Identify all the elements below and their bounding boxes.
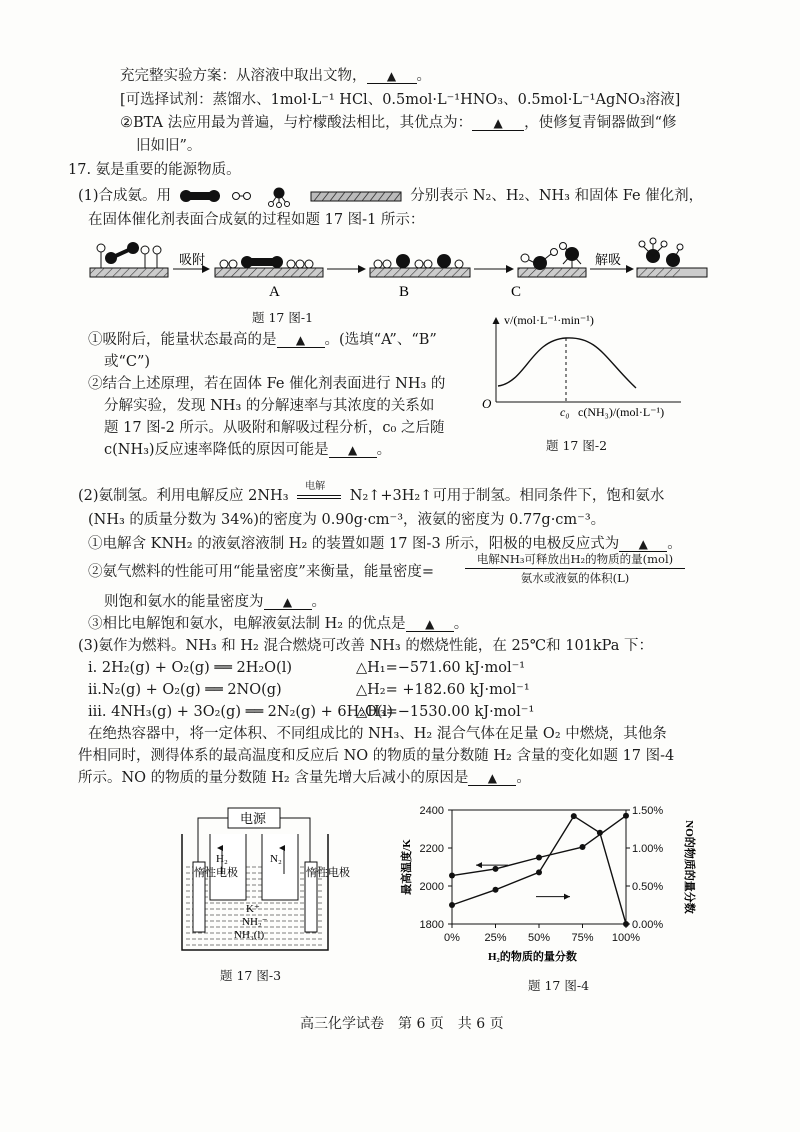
catalyst-surface-c: [518, 243, 586, 278]
data-point: [493, 887, 499, 893]
fig2-c0: c₀: [560, 405, 570, 419]
q17-part3-l2: 在绝热容器中，将一定体积、不同组成比的 NH₃、H₂ 混合气体在足量 O₂ 中燃烧，其他条: [88, 726, 667, 742]
right-tick-label: 0.50%: [632, 881, 664, 893]
ion-nh2: NH₂⁻: [242, 916, 268, 928]
data-point: [623, 813, 629, 819]
power-label: 电源: [240, 811, 267, 826]
q17-1-sub2-l2: 分解实验，发现 NH₃ 的分解速率与其浓度的关系如: [104, 398, 435, 414]
h2-molecule-icon: [232, 193, 250, 200]
svg-text:惰性电极: 惰性电极: [306, 867, 350, 879]
q17-part3-l3: 件相同时，测得体系的最高温度和反应后 NO 的物质的量分数随 H₂ 含量的变化如题 17 图-4: [78, 748, 675, 764]
prev-q2-cont: 旧如旧”。: [136, 138, 202, 154]
left-axis-label: 最高温度/K: [401, 839, 413, 895]
x-tick-label: 0%: [444, 932, 460, 944]
data-point: [580, 844, 586, 850]
question-17-title: 17. 氨是重要的能源物质。: [68, 162, 241, 178]
right-tick-label: 1.00%: [632, 843, 664, 855]
catalyst-surface-a: [215, 256, 323, 277]
enthalpy-1: △H₁=−571.60 kJ·mol⁻¹: [356, 660, 526, 676]
legend-molecule-icons: [176, 185, 406, 207]
x-tick-label: 100%: [611, 932, 641, 944]
figure-17-2: [476, 312, 706, 424]
figure-17-3-caption: 题 17 图-3: [220, 968, 282, 983]
stage-label-a: A: [269, 284, 280, 300]
answer-blank[interactable]: ▲: [367, 69, 417, 84]
enthalpy-2: △H₂= +182.60 kJ·mol⁻¹: [356, 682, 530, 698]
q17-1-sub1-cont: 或“C”): [104, 354, 151, 370]
adsorb-label: 吸附: [179, 252, 206, 267]
page-footer: 高三化学试卷 第 6 页 共 6 页: [300, 1016, 504, 1032]
left-tick-label: 2200: [419, 843, 444, 855]
data-point: [571, 813, 577, 819]
fe-catalyst-icon: [311, 192, 401, 201]
plot-frame: [452, 810, 626, 924]
q17-2-sub3: ③相比电解饱和氨水，电解液氨法制 H₂ 的优点是 ▲ 。: [88, 616, 469, 632]
q17-part3-l4: 所示。NO 的物质的量分数随 H₂ 含量先增大后减小的原因是 ▲ 。: [78, 770, 531, 786]
right-tick-label: 1.50%: [632, 805, 664, 817]
energy-density-formula: 电解NH₃可释放出H₂的物质的量(mol) 氨水或液氨的体积(L): [465, 551, 685, 586]
electrolysis-condition: 电解: [293, 486, 345, 506]
equation-1: i. 2H₂(g) + O₂(g) ══ 2H₂O(l): [88, 660, 292, 676]
prev-q2: ②BTA 法应用最为普遍，与柠檬酸法相比，其优点为： ▲ ，使修复青铜器做到“修: [120, 115, 677, 131]
n2-molecule-icon: [180, 190, 220, 202]
reagent-list: [可选择试剂：蒸馏水、1mol·L⁻¹ HCl、0.5mol·L⁻¹HNO₃、0.5mol·L⁻¹AgNO₃溶液]: [120, 92, 681, 108]
q17-part3-l1: (3)氨作为燃料。NH₃ 和 H₂ 混合燃烧可改善 NH₃ 的燃烧性能，在 25℃和 101kPa 下：: [78, 638, 654, 654]
desorb-label: 解吸: [595, 252, 622, 267]
enthalpy-3: △H₃=−1530.00 kJ·mol⁻¹: [356, 704, 535, 720]
prev-line1: 充完整实验方案：从溶液中取出文物， ▲ 。: [120, 68, 431, 84]
q17-1-sub2-l4: c(NH₃)反应速率降低的原因可能是 ▲ 。: [104, 442, 392, 458]
q17-1-sub1: ①吸附后，能量状态最高的是 ▲ 。(选填“A”、“B”: [88, 332, 437, 348]
answer-blank[interactable]: ▲: [406, 617, 454, 632]
q17-2-sub2: ②氨气燃料的性能可用“能量密度”来衡量，能量密度=: [88, 564, 434, 580]
catalyst-surface-final: [637, 238, 707, 277]
nh3-molecule-icon: [268, 188, 289, 208]
equation-3: iii. 4NH₃(g) + 3O₂(g) ══ 2N₂(g) + 6H₂O(l): [88, 704, 393, 720]
equation-2: ii.N₂(g) + O₂(g) ══ 2NO(g): [88, 682, 282, 698]
left-tick-label: 1800: [419, 919, 444, 931]
catalyst-surface-initial: [90, 242, 168, 277]
q17-part2-l2: (NH₃ 的质量分数为 34%)的密度为 0.90g·cm⁻³，液氨的密度为 0.77g·cm⁻³。: [88, 512, 606, 528]
n2-gas-label: N₂: [270, 853, 282, 865]
q17-part1-intro: (1)合成氨。用 分别表示 N₂、H₂、NH₃ 和固体 Fe 催化剂，: [78, 185, 703, 207]
answer-blank[interactable]: ▲: [264, 595, 312, 610]
figure-17-4-chart: [386, 798, 696, 974]
fig2-origin: O: [482, 396, 492, 411]
data-point: [449, 902, 455, 908]
liquid-nh3: NH₃(l): [234, 929, 265, 941]
x-tick-label: 75%: [571, 932, 594, 944]
figure-17-4-caption: 题 17 图-4: [528, 978, 590, 993]
data-point: [623, 921, 629, 927]
data-point: [597, 830, 603, 836]
answer-blank[interactable]: ▲: [329, 443, 377, 458]
x-tick-label: 50%: [527, 932, 551, 944]
catalyst-surface-b: [370, 254, 470, 277]
q17-1-sub2-l1: ②结合上述原理，若在固体 Fe 催化剂表面进行 NH₃ 的: [88, 376, 446, 392]
svg-text:惰性电极: 惰性电极: [194, 867, 238, 879]
left-tick-label: 2000: [419, 881, 444, 893]
right-tick-label: 0.00%: [632, 919, 664, 931]
left-axis-indicator-head: [476, 862, 482, 868]
data-point: [449, 873, 455, 879]
stage-label-b: B: [399, 284, 410, 300]
rate-curve: [498, 338, 636, 388]
right-axis-label: NO的物质的量分数: [683, 820, 695, 914]
h2-gas-label: H₂: [216, 853, 228, 865]
data-point: [536, 855, 542, 861]
answer-blank[interactable]: ▲: [472, 116, 524, 131]
figure-17-1-caption: 题 17 图-1: [252, 310, 314, 325]
series-line-0: [452, 816, 626, 876]
answer-blank[interactable]: ▲: [619, 537, 667, 552]
q17-2-sub1: ①电解含 KNH₂ 的液氨溶液制 H₂ 的装置如题 17 图-3 所示，阳极的电极反应式为 ▲ 。: [88, 536, 682, 552]
right-axis-indicator-head: [564, 894, 570, 900]
ion-k: K⁺: [246, 903, 260, 915]
fig2-xlabel: c(NH₃)/(mol·L⁻¹): [578, 405, 665, 419]
fig2-ylabel: v/(mol·L⁻¹·min⁻¹): [504, 313, 594, 327]
data-point: [536, 869, 542, 875]
figure-17-2-caption: 题 17 图-2: [546, 438, 608, 453]
q17-part2-l1: (2)氨制氢。利用电解反应 2NH₃ 电解 N₂↑+3H₂↑可用于制氢。相同条件下，饱和氨水: [78, 481, 665, 504]
answer-blank[interactable]: ▲: [277, 333, 325, 348]
data-point: [493, 866, 499, 872]
q17-1-sub2-l3: 题 17 图-2 所示。从吸附和解吸过程分析，c₀ 之后随: [104, 420, 445, 436]
x-tick-label: 25%: [484, 932, 507, 944]
q17-2-sub2b: 则饱和氨水的能量密度为 ▲ 。: [104, 594, 326, 610]
left-tick-label: 2400: [419, 805, 444, 817]
answer-blank[interactable]: ▲: [468, 771, 516, 786]
stage-label-c: C: [511, 284, 522, 300]
x-axis-label: H₂的物质的量分数: [488, 951, 577, 963]
figure-17-1: [85, 236, 685, 304]
figure-17-3: [176, 804, 350, 954]
q17-part1-line2: 在固体催化剂表面合成氨的过程如题 17 图-1 所示：: [88, 212, 425, 228]
